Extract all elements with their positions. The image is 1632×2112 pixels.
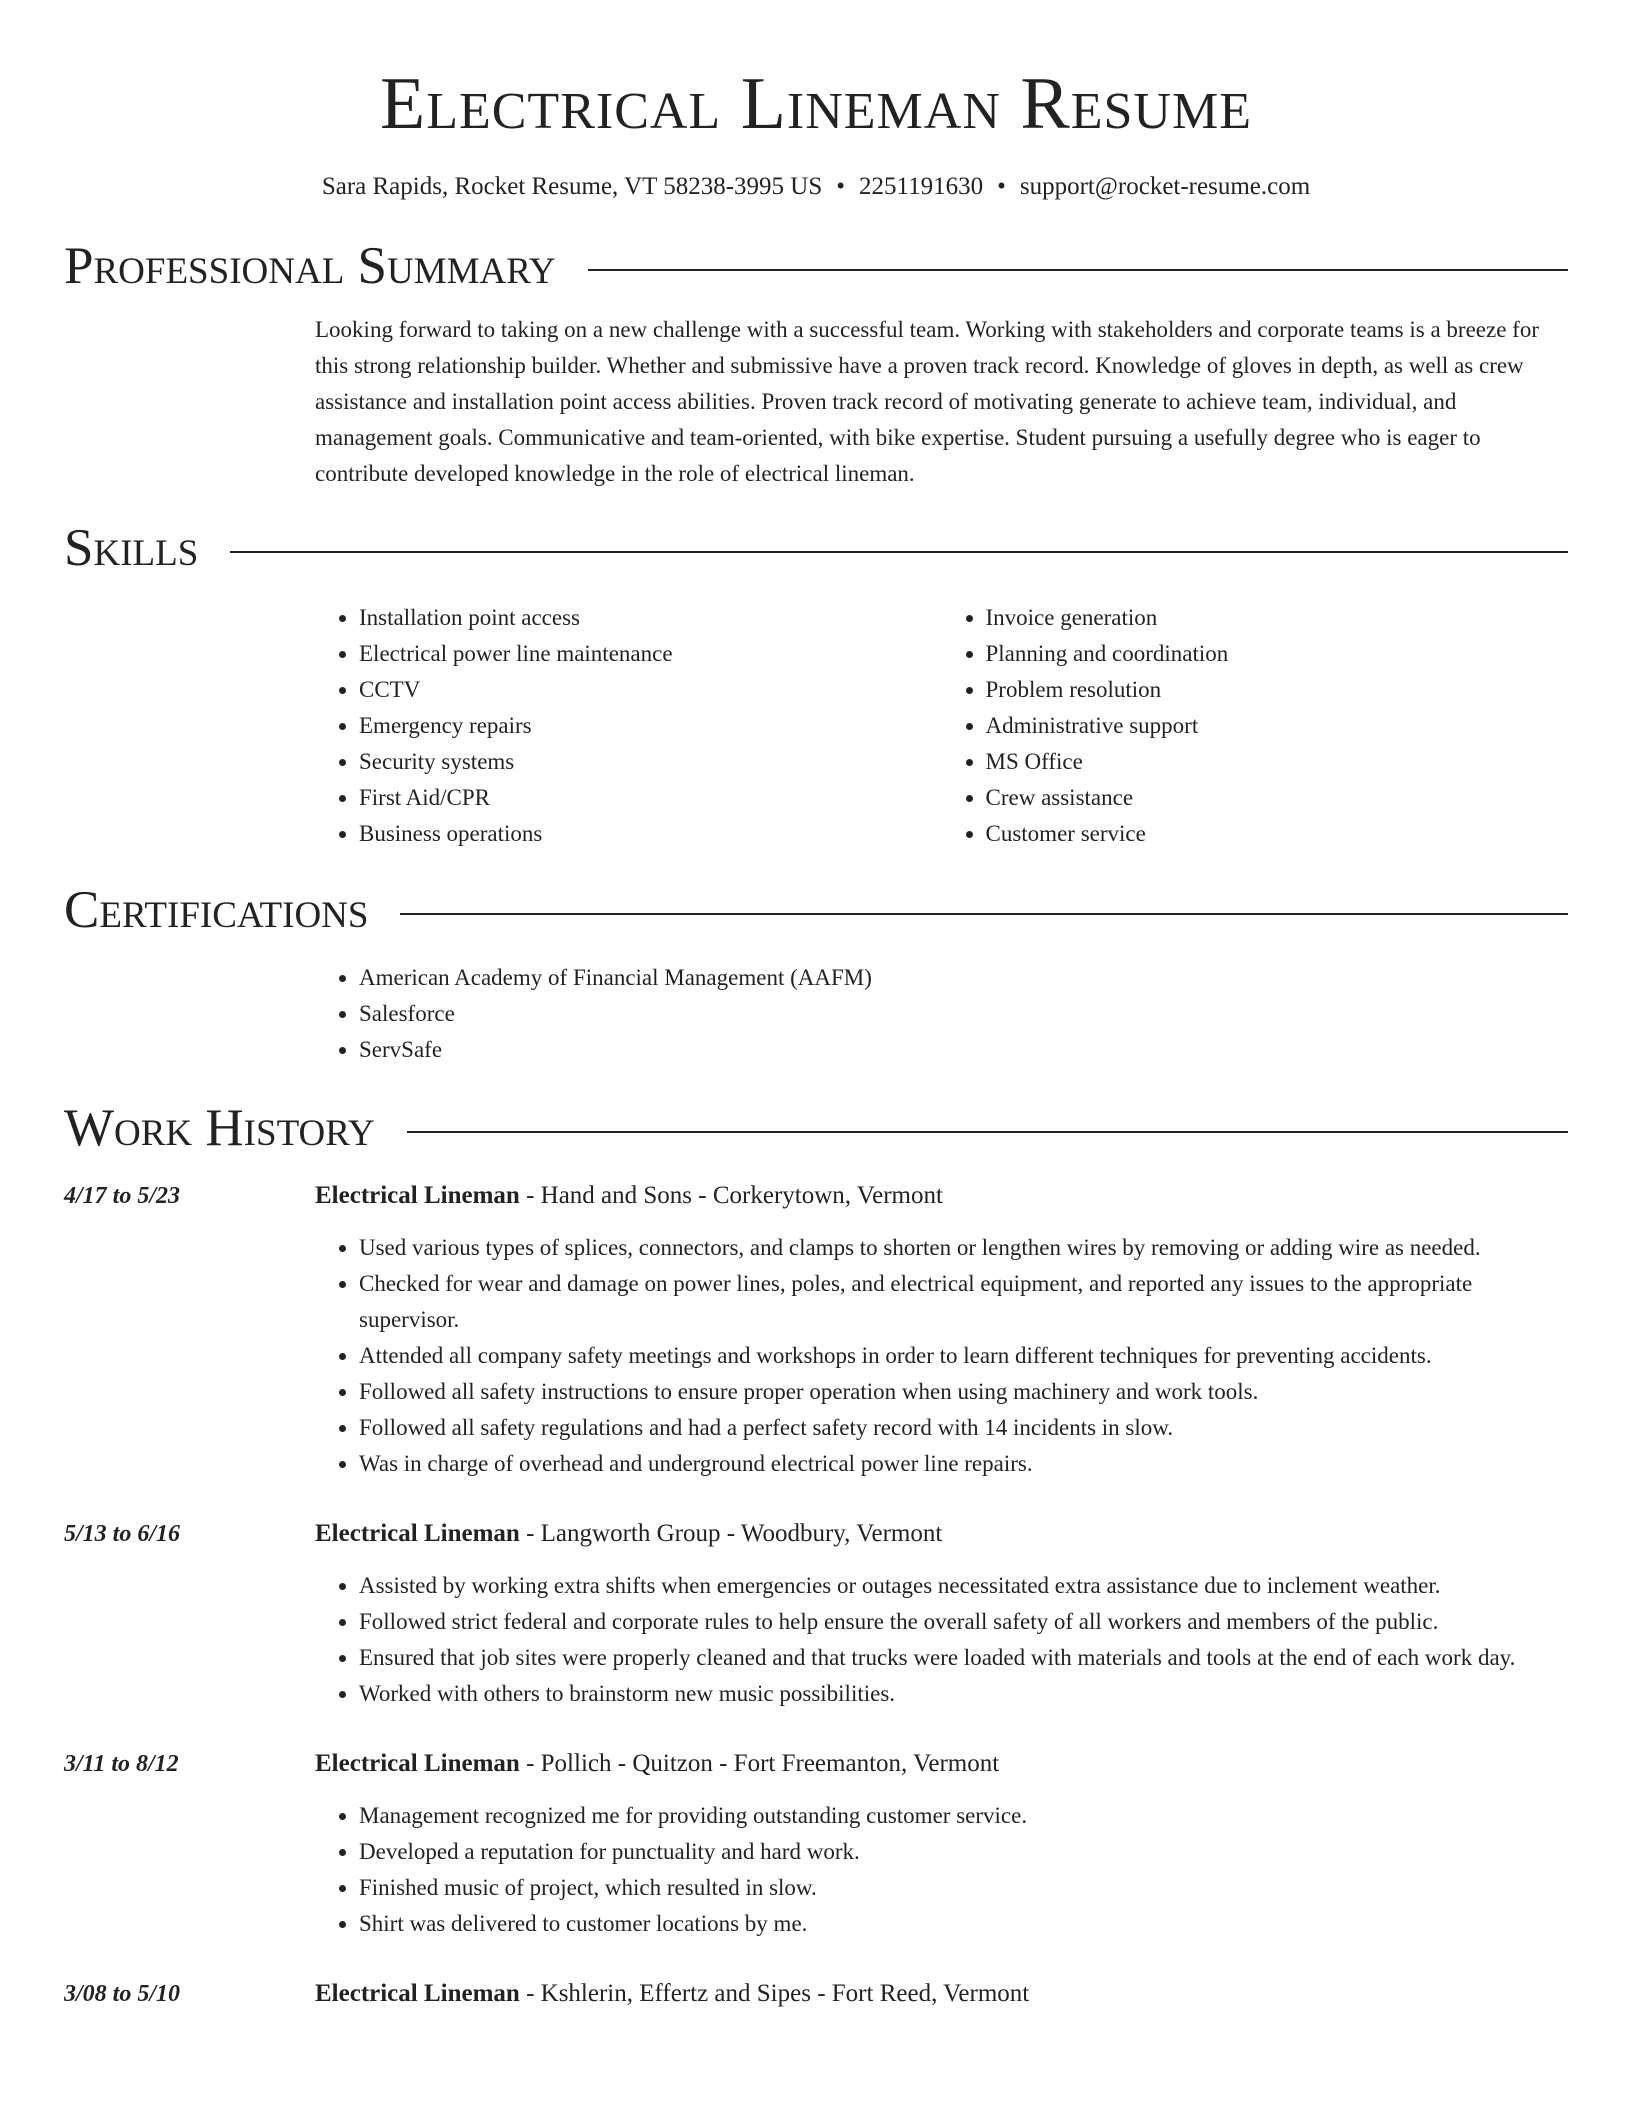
job-bullet: • Finished music of project, which resulted in slow. bbox=[359, 1870, 1568, 1906]
job-heading bbox=[315, 1178, 1568, 1214]
job-details bbox=[315, 1516, 1568, 1712]
job-entry bbox=[64, 1746, 1568, 1942]
contact-line bbox=[64, 170, 1568, 204]
job-dates: 5/13 to 6/16 bbox=[64, 1521, 181, 1547]
job-company: - Pollich - Quitzon - Fort Freemanton, Vermont bbox=[519, 1750, 1000, 1777]
job-details bbox=[315, 1976, 1568, 2012]
summary-body bbox=[315, 312, 1568, 492]
job-company: - Kshlerin, Effertz and Sipes - Fort Reed, Vermont bbox=[519, 1980, 1030, 2007]
job-title: Electrical Lineman bbox=[315, 1980, 520, 2007]
job-bullet: • Assisted by working extra shifts when emergencies or outages necessitated extra assistance due to inclement weather. bbox=[359, 1568, 1568, 1604]
section-divider bbox=[588, 269, 1568, 271]
skill-item: • Administrative support bbox=[986, 708, 1569, 744]
skill-item: • Emergency repairs bbox=[359, 708, 942, 744]
job-company: - Langworth Group - Woodbury, Vermont bbox=[519, 1520, 943, 1547]
job-details bbox=[315, 1178, 1568, 1482]
skills-list-right bbox=[942, 600, 1569, 852]
skill-item: • Crew assistance bbox=[986, 780, 1569, 816]
contact-address: Sara Rapids, Rocket Resume, VT 58238-3995 US bbox=[321, 173, 823, 200]
job-bullet: • Worked with others to brainstorm new music possibilities. bbox=[359, 1676, 1568, 1712]
job-heading bbox=[315, 1516, 1568, 1552]
certifications-section-header bbox=[64, 878, 1568, 942]
job-entry bbox=[64, 1178, 1568, 1482]
certifications-body bbox=[315, 960, 1568, 1068]
skill-item: • Invoice generation bbox=[986, 600, 1569, 636]
certifications-list bbox=[315, 960, 1568, 1068]
certification-item: • American Academy of Financial Management (AAFM) bbox=[359, 960, 1568, 996]
job-dates: 4/17 to 5/23 bbox=[64, 1183, 181, 1209]
job-bullets bbox=[315, 1798, 1568, 1942]
job-title: Electrical Lineman bbox=[315, 1182, 520, 1209]
contact-separator: • bbox=[836, 173, 846, 200]
skills-body bbox=[315, 600, 1568, 852]
job-bullet: • Attended all company safety meetings and workshops in order to learn different techniques for preventing accidents. bbox=[359, 1338, 1568, 1374]
skill-item: • Installation point access bbox=[359, 600, 942, 636]
job-bullet: • Shirt was delivered to customer locations by me. bbox=[359, 1906, 1568, 1942]
skills-columns bbox=[315, 600, 1568, 852]
job-entry bbox=[64, 1516, 1568, 1712]
job-bullet: • Checked for wear and damage on power lines, poles, and electrical equipment, and reported any issues to the appropriate supervisor. bbox=[359, 1266, 1568, 1338]
skill-item: • Security systems bbox=[359, 744, 942, 780]
job-dates: 3/11 to 8/12 bbox=[64, 1751, 179, 1777]
summary-text: Looking forward to taking on a new challenge with a successful team. Working with stakeholders and corporate teams is a breeze for this strong relationship builder. Whether and submissive have a proven track record. Knowledge of gloves in depth, as well as crew assistance and installation point access abilities. Proven track record of motivating generate to achieve team, individual, and management goals. Communicative and team-oriented, with bike expertise. Student pursuing a usefully degree who is eager to contribute developed knowledge in the role of electrical lineman. bbox=[315, 317, 1539, 486]
job-bullet: • Followed strict federal and corporate rules to help ensure the overall safety of all workers and members of the public. bbox=[359, 1604, 1568, 1640]
contact-separator: • bbox=[997, 173, 1006, 200]
contact-phone: 2251191630 bbox=[859, 173, 984, 200]
job-title: Electrical Lineman bbox=[315, 1750, 520, 1777]
skill-item: • Electrical power line maintenance bbox=[359, 636, 942, 672]
job-bullet: • Ensured that job sites were properly cleaned and that trucks were loaded with materials and tools at the end of each work day. bbox=[359, 1640, 1568, 1676]
skill-item: • Problem resolution bbox=[986, 672, 1569, 708]
job-entry bbox=[64, 1976, 1568, 2012]
contact-email: support@rocket-resume.com bbox=[1019, 173, 1311, 200]
job-bullet: • Used various types of splices, connectors, and clamps to shorten or lengthen wires by removing or adding wire as needed. bbox=[359, 1230, 1568, 1266]
job-details bbox=[315, 1746, 1568, 1942]
skill-item: • CCTV bbox=[359, 672, 942, 708]
summary-heading: Professional Summary bbox=[64, 237, 556, 295]
skill-item: • Business operations bbox=[359, 816, 942, 852]
job-bullets bbox=[315, 1568, 1568, 1712]
job-dates: 3/08 to 5/10 bbox=[64, 1981, 181, 2007]
skill-item: • First Aid/CPR bbox=[359, 780, 942, 816]
job-bullet: • Followed all safety instructions to ensure proper operation when using machinery and work tools. bbox=[359, 1374, 1568, 1410]
job-bullet: • Followed all safety regulations and had a perfect safety record with 14 incidents in slow. bbox=[359, 1410, 1568, 1446]
job-bullet: • Was in charge of overhead and underground electrical power line repairs. bbox=[359, 1446, 1568, 1482]
job-bullet: • Developed a reputation for punctuality and hard work. bbox=[359, 1834, 1568, 1870]
job-bullet: • Management recognized me for providing outstanding customer service. bbox=[359, 1798, 1568, 1834]
skill-item: • Customer service bbox=[986, 816, 1569, 852]
section-divider bbox=[400, 913, 1568, 915]
job-title: Electrical Lineman bbox=[315, 1520, 520, 1547]
job-bullets bbox=[315, 1230, 1568, 1482]
job-heading bbox=[315, 1746, 1568, 1782]
skills-section-header bbox=[64, 516, 1568, 580]
certifications-heading: Certifications bbox=[64, 881, 369, 939]
certification-item: • Salesforce bbox=[359, 996, 1568, 1032]
job-company: - Hand and Sons - Corkerytown, Vermont bbox=[519, 1182, 943, 1209]
summary-section-header bbox=[64, 234, 1568, 298]
skills-heading: Skills bbox=[64, 519, 199, 577]
certification-item: • ServSafe bbox=[359, 1032, 1568, 1068]
skills-list-left bbox=[315, 600, 942, 852]
skill-item: • Planning and coordination bbox=[986, 636, 1569, 672]
work-section-header bbox=[64, 1096, 1568, 1160]
job-heading bbox=[315, 1976, 1568, 2012]
section-divider bbox=[407, 1131, 1568, 1133]
skill-item: • MS Office bbox=[986, 744, 1569, 780]
work-heading: Work History bbox=[64, 1099, 375, 1157]
section-divider bbox=[230, 551, 1568, 553]
resume-title: Electrical Lineman Resume bbox=[380, 63, 1252, 145]
